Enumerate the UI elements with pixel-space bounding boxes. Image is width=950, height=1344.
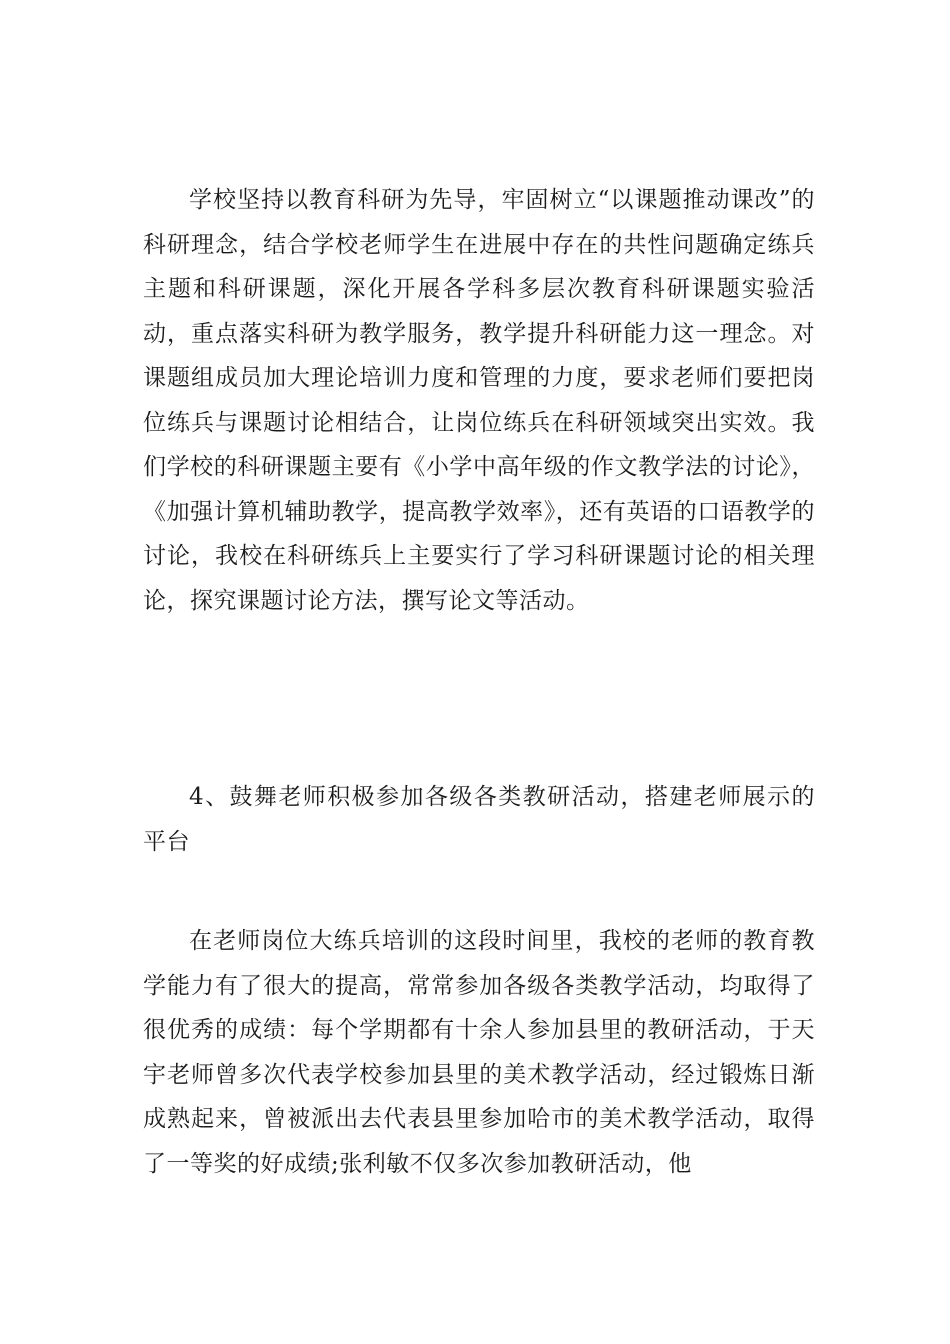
section-heading-4: 4、鼓舞老师积极参加各级各类教研活动，搭建老师展示的平台 [143, 784, 815, 855]
paragraph-achievements: 在老师岗位大练兵培训的这段时间里，我校的老师的教育教学能力有了很大的提高，常常参加各级各类教学活动，均取得了很优秀的成绩：每个学期都有十余人参加县里的教研活动，于天宇老师曾多次代表学校参加县里的美术教学活动，经过锻炼日渐成熟起来，曾被派出去代表县里参加哈市的美术教学活动，取得了一等奖的好成绩;张利敏不仅多次参加教研活动，他 [143, 928, 815, 1177]
paragraph-research: 学校坚持以教育科研为先导，牢固树立“以课题推动课改”的科研理念，结合学校老师学生在进展中存在的共性问题确定练兵主题和科研课题，深化开展各学科多层次教育科研课题实验活动，重点落实科研为教学服务，教学提升科研能力这一理念。对课题组成员加大理论培训力度和管理的力度，要求老师们要把岗位练兵与课题讨论相结合，让岗位练兵在科研领域突出实效。我们学校的科研课题主要有《小学中高年级的作文教学法的讨论》，《加强计算机辅助教学，提高教学效率》，还有英语的口语教学的讨论，我校在科研练兵上主要实行了学习科研课题讨论的相关理论，探究课题讨论方法，撰写论文等活动。 [143, 187, 815, 614]
